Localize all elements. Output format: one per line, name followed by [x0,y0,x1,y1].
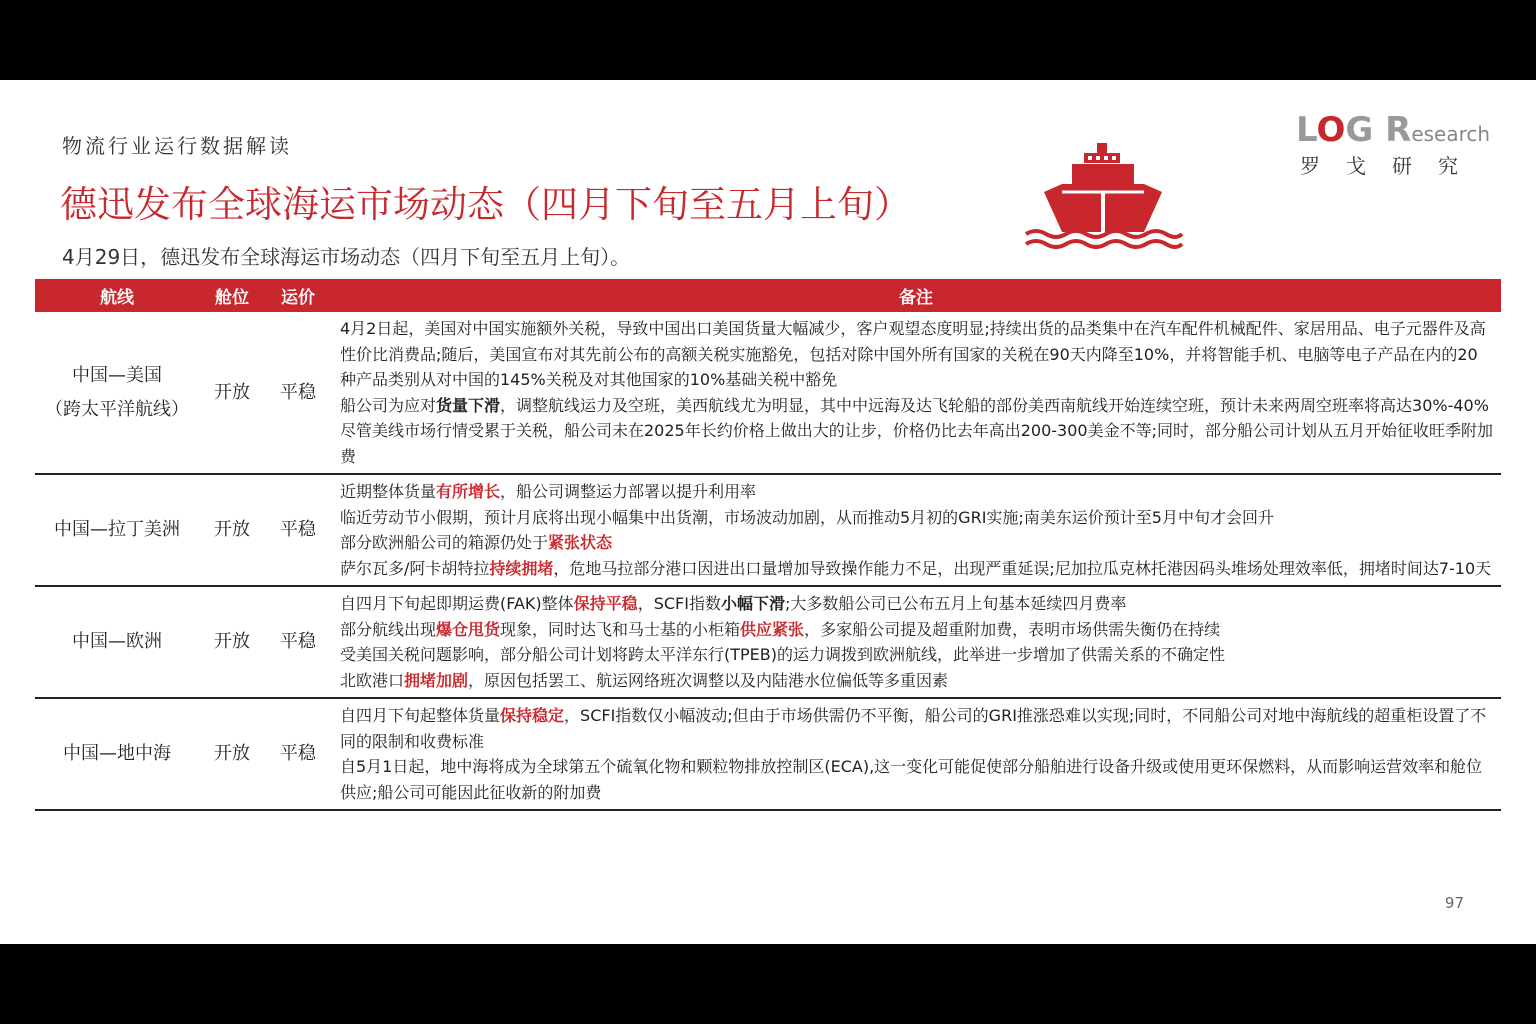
note-line [340,530,1493,556]
route-cell: 中国—地中海 [35,698,199,810]
note-line [340,479,1493,505]
note-text: ，SCFI指数 [637,594,721,613]
notes-cell [331,698,1501,810]
highlight-text: 爆仓甩货 [436,619,501,639]
header-route: 航线 [35,279,199,312]
note-line [340,316,1493,393]
header-price: 运价 [265,279,331,312]
note-line [340,418,1493,469]
route-cell: 中国—美国 （跨太平洋航线） [35,312,199,474]
note-line [340,591,1493,617]
space-cell: 开放 [199,586,265,698]
note-line [340,642,1493,668]
note-line [340,556,1493,582]
ship-icon [1022,140,1184,252]
price-cell: 平稳 [265,586,331,698]
space-cell: 开放 [199,312,265,474]
highlight-text: 持续拥堵 [489,558,554,578]
notes-cell [331,312,1501,474]
note-text: ，原因包括罢工、航运网络班次调整以及内陆港水位偏低等多重因素 [468,670,949,690]
price-cell: 平稳 [265,312,331,474]
price-cell: 平稳 [265,698,331,810]
header-notes: 备注 [331,279,1501,312]
note-line [340,617,1493,643]
note-text: 北欧港口 [340,670,405,690]
note-text: 临近劳动节小假期，预计月底将出现小幅集中出货潮，市场波动加剧，从而推动5月初的GRI实施;南美东运价预计至5月中旬才会回升 [340,507,1274,527]
section-label: 物流行业运行数据解读 [62,134,292,158]
note-text: 船公司为应对 [340,395,437,415]
note-text: 萨尔瓦多/阿卡胡特拉 [340,558,490,578]
notes-cell [331,474,1501,586]
note-text: 尽管美线市场行情受累于关税，船公司未在2025年长约价格上做出大的让步，价格仍比去年高出200-300美金不等;同时，部分船公司计划从五月开始征收旺季附加费 [340,421,1493,466]
slide [0,80,1536,944]
table-row [35,474,1501,586]
highlight-text: 货量下滑 [436,395,501,415]
note-text: ，SCFI指数仅小幅波动;但由于市场供需仍不平衡，船公司的GRI推涨恐难以实现;同时，不同船公司对地中海航线的超重柜设置了不同的限制和收费标准 [340,706,1487,751]
note-line [340,703,1493,754]
note-text: 近期整体货量 [340,482,437,501]
note-text: ，危地马拉部分港口因进出口量增加导致操作能力不足，出现严重延误;尼加拉瓜克林托港因码头堆场处理效率低，拥堵时间达7-10天 [553,558,1492,578]
highlight-text: 保持平稳 [573,594,638,613]
note-text: ，船公司调整运力部署以提升利用率 [500,482,757,501]
note-line [340,505,1493,531]
note-text: ;大多数船公司已公布五月上旬基本延续四月费率 [784,594,1127,613]
note-text: ，调整航线运力及空班，美西航线尤为明显，其中中远海及达飞轮船的部份美西南航线开始连续空班，预计未来两周空班率将高达30%-40% [500,395,1489,415]
note-text: 自四月下旬起整体货量 [340,706,501,725]
note-line [340,754,1493,805]
shipping-table [35,279,1501,811]
note-line [340,393,1493,419]
highlight-text: 有所增长 [436,482,501,501]
note-text: 部分欧洲船公司的箱源仍处于 [340,533,549,552]
note-text: 自四月下旬起即期运费(FAK)整体 [340,594,574,613]
space-cell: 开放 [199,698,265,810]
highlight-text: 拥堵加剧 [404,670,469,690]
highlight-text: 供应紧张 [740,619,805,639]
logo-chinese: 罗戈研究 [1300,154,1484,178]
notes-cell [331,586,1501,698]
route-cell: 中国—欧洲 [35,586,199,698]
note-text: 受美国关税问题影响，部分船公司计划将跨太平洋东行(TPEB)的运力调拨到欧洲航线，此举进一步增加了供需关系的不确定性 [340,645,1225,664]
table-header-row [35,279,1501,312]
note-text: 自5月1日起，地中海将成为全球第五个硫氧化物和颗粒物排放控制区(ECA),这一变化可能促使部分船舶进行设备升级或使用更环保燃料，从而影响运营效率和舱位供应;船公司可能因此征收新的附加费 [340,757,1483,802]
note-text: 部分航线出现 [340,619,437,639]
page-number: 97 [1444,894,1464,912]
table-row [35,586,1501,698]
highlight-text: 保持稳定 [500,706,565,725]
table-row [35,698,1501,810]
route-cell: 中国—拉丁美洲 [35,474,199,586]
note-line [340,668,1493,694]
space-cell: 开放 [199,474,265,586]
page-subtitle: 4月29日，德迅发布全球海运市场动态（四月下旬至五月上旬）。 [62,245,631,269]
note-text: 现象，同时达飞和马士基的小柜箱 [500,619,741,639]
note-text: ，多家船公司提及超重附加费，表明市场供需失衡仍在持续 [804,619,1221,639]
note-text: 4月2日起，美国对中国实施额外关税，导致中国出口美国货量大幅减少，客户观望态度明显;持续出货的品类集中在汽车配件机械配件、家居用品、电子元器件及高性价比消费品;随后，美国宣布对其先前公布的高额关税实施豁免，包括对除中国外所有国家的关税在90天内降至10%，并将智能手机、电脑等电子产品在内的20种产品类别从对中国的145%关税及对其他国家的10%基础关税中豁免 [340,319,1486,389]
highlight-text: 紧张状态 [548,533,613,552]
price-cell: 平稳 [265,474,331,586]
logo: LOG Research [1296,110,1491,150]
header-space: 舱位 [199,279,265,312]
table-row [35,312,1501,474]
page-title: 德迅发布全球海运市场动态（四月下旬至五月上旬） [60,183,911,226]
highlight-text: 小幅下滑 [720,594,785,613]
